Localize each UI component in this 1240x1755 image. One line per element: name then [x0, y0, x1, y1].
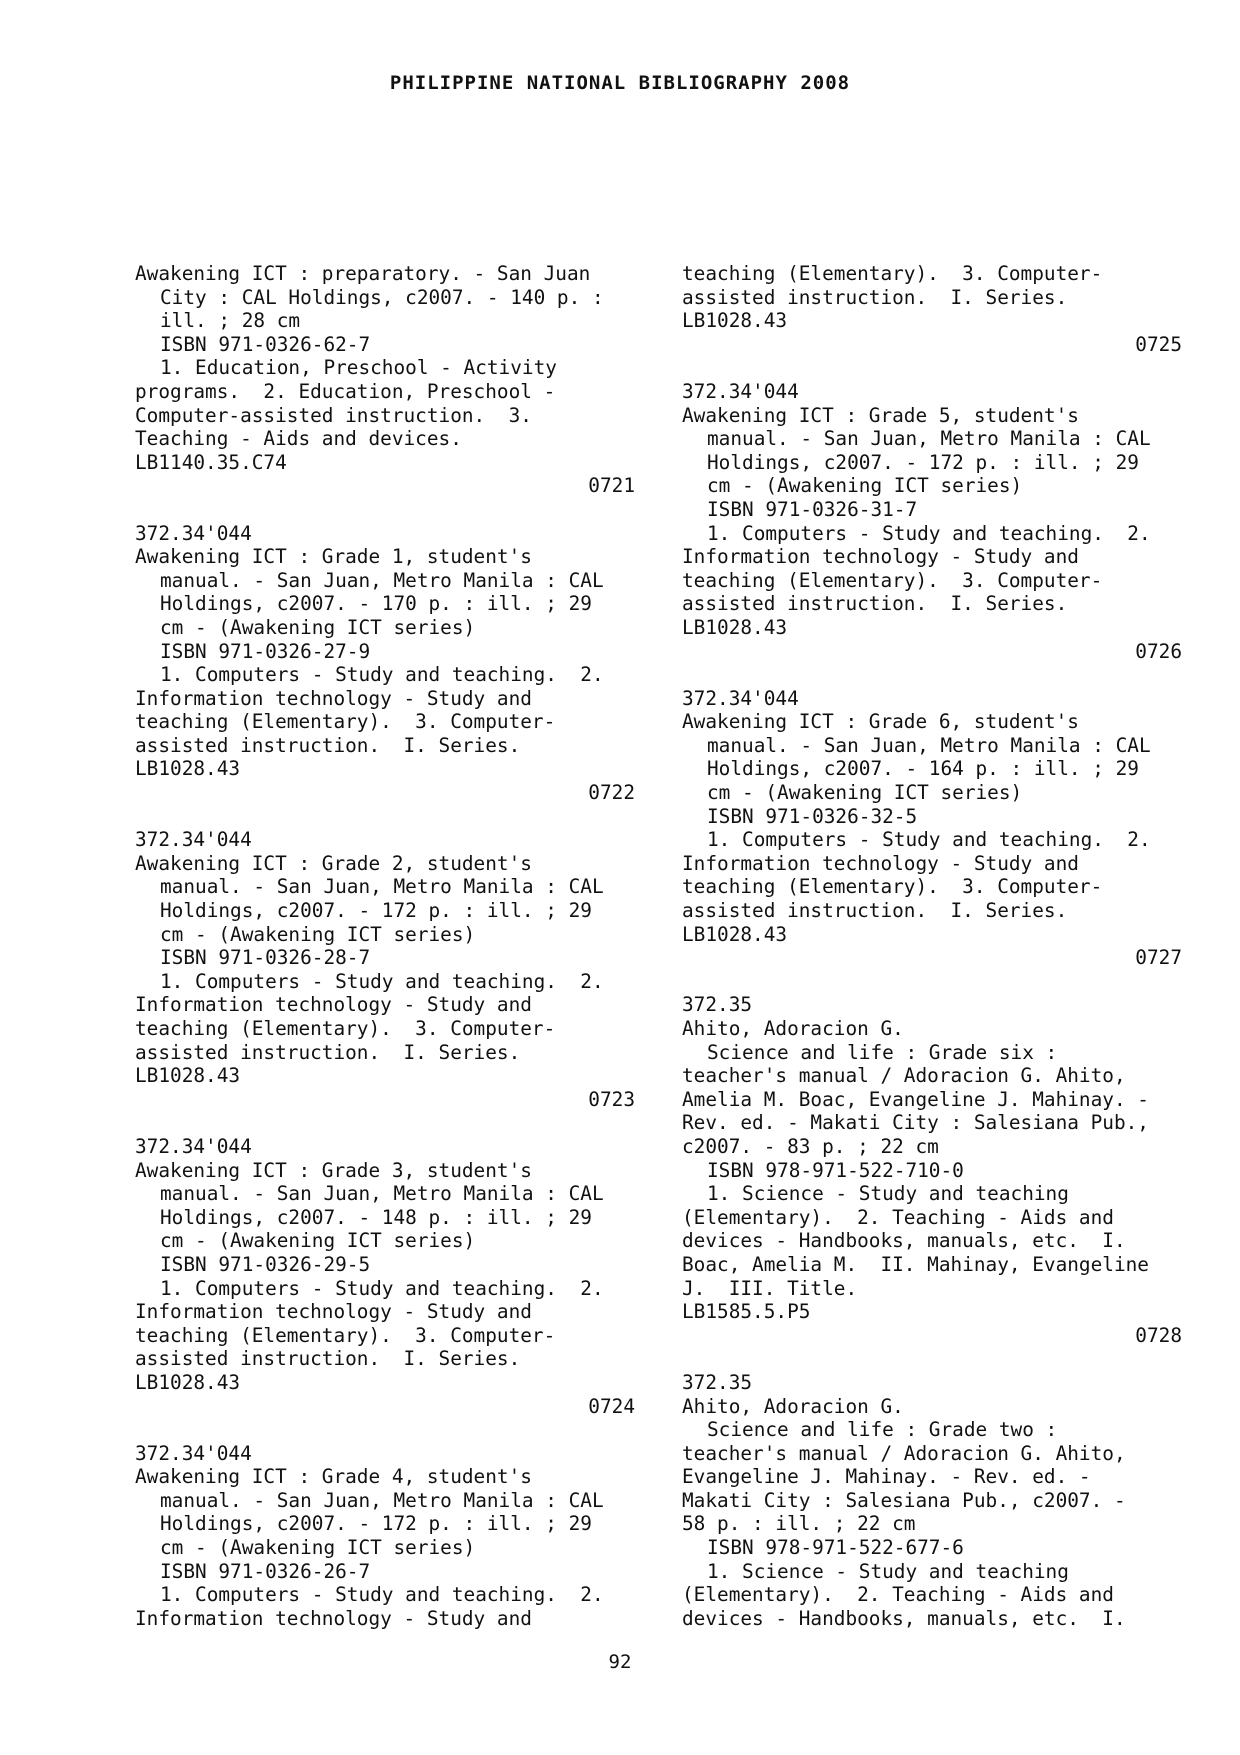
entry-line: (Elementary). 2. Teaching - Aids and [682, 1583, 1114, 1607]
entry-line: 372.34'044 [135, 828, 252, 852]
entry-line: manual. - San Juan, Metro Manila : CAL [707, 427, 1151, 451]
record-number: 0728 [1135, 1323, 1182, 1347]
record-number: 0721 [588, 474, 635, 498]
entry-line: manual. - San Juan, Metro Manila : CAL [160, 1488, 604, 1512]
entry-line: 372.34'044 [135, 1134, 252, 1158]
entry-line: Information technology - Study and [135, 1606, 532, 1630]
entry-line: ISBN 978-971-522-710-0 [707, 1158, 964, 1182]
entry-line: devices - Handbooks, manuals, etc. I. [682, 1229, 1126, 1253]
entry-line: assisted instruction. I. Series. [135, 733, 521, 757]
entry-line: Holdings, c2007. - 172 p. : ill. ; 29 [160, 899, 592, 923]
entry-line: assisted instruction. I. Series. [135, 1347, 521, 1371]
entry-line: assisted instruction. I. Series. [682, 592, 1068, 616]
entry-line: LB1028.43 [682, 615, 788, 639]
entry-spacer [682, 356, 1182, 380]
right-column [682, 262, 1182, 1630]
entry-line: Computer-assisted instruction. 3. [135, 403, 532, 427]
entry-line: (Elementary). 2. Teaching - Aids and [682, 1205, 1114, 1229]
entry-spacer [135, 1111, 635, 1135]
entry-line: J. III. Title. [682, 1276, 858, 1300]
entry-line: ISBN 971-0326-27-9 [160, 639, 371, 663]
entry-spacer [135, 805, 635, 829]
entry-line: 372.34'044 [682, 686, 799, 710]
page-title: PHILIPPINE NATIONAL BIBLIOGRAPHY 2008 [389, 72, 851, 94]
entry-line: cm - (Awakening ICT series) [160, 1536, 476, 1560]
entry-line: 1. Science - Study and teaching [707, 1182, 1069, 1206]
left-column [135, 262, 635, 1630]
entry-line: 372.34'044 [682, 379, 799, 403]
entry-line: 1. Computers - Study and teaching. 2. [160, 1276, 604, 1300]
entry-line: Boac, Amelia M. II. Mahinay, Evangeline [682, 1252, 1149, 1276]
entry-line: devices - Handbooks, manuals, etc. I. [682, 1606, 1126, 1630]
entry-line: cm - (Awakening ICT series) [160, 615, 476, 639]
entry-line: teaching (Elementary). 3. Computer- [682, 262, 1103, 285]
entry-line: ISBN 978-971-522-677-6 [707, 1536, 964, 1560]
entry-line: teacher's manual / Adoracion G. Ahito, [682, 1064, 1126, 1088]
entry-line: manual. - San Juan, Metro Manila : CAL [160, 568, 604, 592]
entry-line: 1. Computers - Study and teaching. 2. [160, 663, 604, 687]
entry-line: manual. - San Juan, Metro Manila : CAL [160, 875, 604, 899]
entry-line: Teaching - Aids and devices. [135, 427, 462, 451]
entry-line: ISBN 971-0326-26-7 [160, 1559, 371, 1583]
entry-line: programs. 2. Education, Preschool - [135, 379, 556, 403]
entry-line: 372.34'044 [135, 521, 252, 545]
entry-line: Ahito, Adoracion G. [682, 1394, 904, 1418]
entry-line: ISBN 971-0326-28-7 [160, 946, 371, 970]
entry-line: Holdings, c2007. - 172 p. : ill. ; 29 [707, 450, 1139, 474]
entry-line: teaching (Elementary). 3. Computer- [135, 710, 556, 734]
entry-line: manual. - San Juan, Metro Manila : CAL [160, 1182, 604, 1206]
entry-line: Information technology - Study and [682, 545, 1079, 569]
entry-line: Makati City : Salesiana Pub., c2007. - [682, 1488, 1126, 1512]
entry-line: LB1028.43 [135, 1064, 241, 1088]
entry-line: teaching (Elementary). 3. Computer- [682, 568, 1103, 592]
entry-line: 1. Computers - Study and teaching. 2. [160, 1583, 604, 1607]
entry-line: 372.35 [682, 1370, 753, 1394]
record-number: 0725 [1135, 332, 1182, 356]
entry-line: Awakening ICT : Grade 3, student's [135, 1158, 532, 1182]
entry-line: Science and life : Grade six : [707, 1040, 1058, 1064]
record-number: 0726 [1135, 639, 1182, 663]
entry-line: LB1140.35.C74 [135, 450, 287, 474]
page-number: 92 [608, 1651, 632, 1673]
entry-line: Amelia M. Boac, Evangeline J. Mahinay. - [682, 1087, 1149, 1111]
entry-line: 1. Computers - Study and teaching. 2. [160, 969, 604, 993]
entry-line: cm - (Awakening ICT series) [707, 781, 1023, 805]
entry-line: ISBN 971-0326-31-7 [707, 497, 918, 521]
entry-line: 58 p. : ill. ; 22 cm [682, 1512, 916, 1536]
entry-line: cm - (Awakening ICT series) [707, 474, 1023, 498]
entry-line: Holdings, c2007. - 148 p. : ill. ; 29 [160, 1205, 592, 1229]
record-number: 0723 [588, 1087, 635, 1111]
entry-line: assisted instruction. I. Series. [682, 899, 1068, 923]
entry-line: Information technology - Study and [135, 993, 532, 1017]
entry-line: Rev. ed. - Makati City : Salesiana Pub., [682, 1111, 1149, 1135]
entry-line: Awakening ICT : Grade 1, student's [135, 545, 532, 569]
entry-line: c2007. - 83 p. ; 22 cm [682, 1134, 939, 1158]
entry-line: assisted instruction. I. Series. [682, 285, 1068, 309]
entry-line: ISBN 971-0326-29-5 [160, 1252, 371, 1276]
entry-line: Awakening ICT : Grade 2, student's [135, 851, 532, 875]
entry-spacer [682, 970, 1182, 994]
entry-line: Information technology - Study and [135, 686, 532, 710]
entry-line: LB1585.5.P5 [682, 1300, 811, 1324]
entry-line: Awakening ICT : Grade 4, student's [135, 1465, 532, 1489]
entry-line: City : CAL Holdings, c2007. - 140 p. : [160, 285, 604, 309]
entry-line: LB1028.43 [135, 757, 241, 781]
entry-line: 372.34'044 [135, 1441, 252, 1465]
entry-line: 1. Education, Preschool - Activity [160, 356, 557, 380]
entry-line: assisted instruction. I. Series. [135, 1040, 521, 1064]
entry-line: Holdings, c2007. - 170 p. : ill. ; 29 [160, 592, 592, 616]
entry-line: Information technology - Study and [682, 851, 1079, 875]
entry-line: 1. Science - Study and teaching [707, 1559, 1069, 1583]
record-number: 0722 [588, 781, 635, 805]
entry-line: Holdings, c2007. - 172 p. : ill. ; 29 [160, 1512, 592, 1536]
entry-line: cm - (Awakening ICT series) [160, 922, 476, 946]
entry-line: teaching (Elementary). 3. Computer- [682, 875, 1103, 899]
entry-line: teacher's manual / Adoracion G. Ahito, [682, 1441, 1126, 1465]
entry-line: 1. Computers - Study and teaching. 2. [707, 828, 1151, 852]
entry-spacer [135, 1418, 635, 1442]
entry-line: teaching (Elementary). 3. Computer- [135, 1323, 556, 1347]
entry-spacer [682, 663, 1182, 687]
entry-line: Evangeline J. Mahinay. - Rev. ed. - [682, 1465, 1091, 1489]
entry-line: ill. ; 28 cm [160, 309, 301, 333]
entry-line: Science and life : Grade two : [707, 1418, 1058, 1442]
entry-line: Holdings, c2007. - 164 p. : ill. ; 29 [707, 757, 1139, 781]
entry-line: LB1028.43 [682, 309, 788, 333]
entry-line: Ahito, Adoracion G. [682, 1017, 904, 1040]
entry-line: LB1028.43 [682, 922, 788, 946]
entry-line: Awakening ICT : Grade 5, student's [682, 403, 1079, 427]
entry-line: LB1028.43 [135, 1370, 241, 1394]
entry-line: Awakening ICT : preparatory. - San Juan [135, 262, 591, 285]
entry-spacer [135, 498, 635, 522]
entry-line: 1. Computers - Study and teaching. 2. [707, 521, 1151, 545]
entry-spacer [682, 1347, 1182, 1371]
record-number: 0727 [1135, 946, 1182, 970]
entry-line: 372.35 [682, 993, 753, 1017]
entry-line: ISBN 971-0326-32-5 [707, 804, 918, 828]
entry-line: manual. - San Juan, Metro Manila : CAL [707, 733, 1151, 757]
entry-line: ISBN 971-0326-62-7 [160, 332, 371, 356]
record-number: 0724 [588, 1394, 635, 1418]
entry-line: cm - (Awakening ICT series) [160, 1229, 476, 1253]
entry-line: Awakening ICT : Grade 6, student's [682, 710, 1079, 734]
entry-line: Information technology - Study and [135, 1300, 532, 1324]
entry-line: teaching (Elementary). 3. Computer- [135, 1017, 556, 1040]
